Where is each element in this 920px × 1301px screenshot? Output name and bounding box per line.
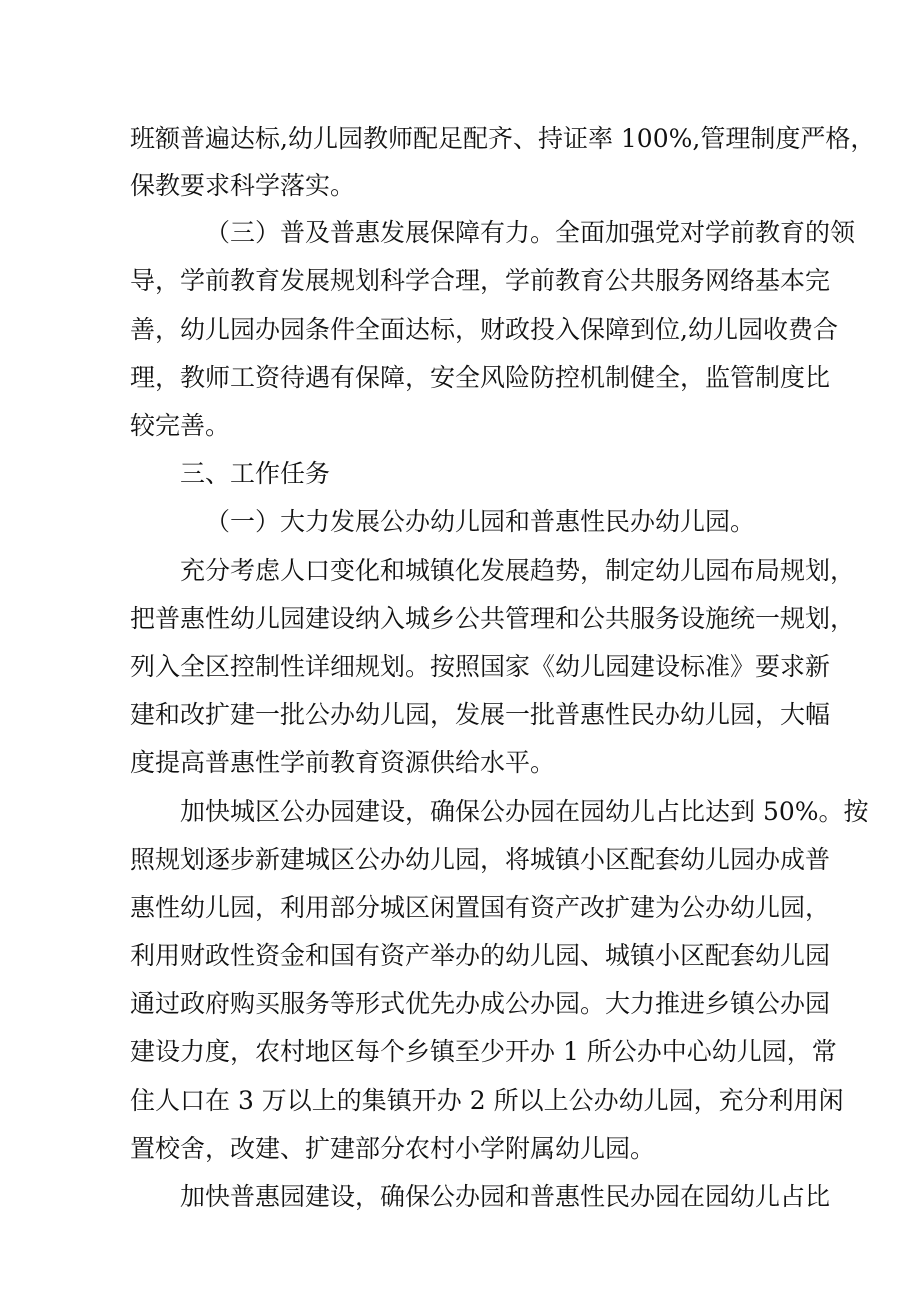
subsection-title: （一）大力发展公办幼儿园和普惠性民办幼儿园。 xyxy=(205,507,756,536)
text-line: 住人口在 3 万以上的集镇开办 2 所以上公办幼儿园，充分利用闲 xyxy=(130,1086,844,1115)
text-line: 加快城区公办园建设，确保公办园在园幼儿占比达到 50%。按 xyxy=(180,797,869,826)
text-line: 较完善。 xyxy=(130,411,231,440)
text-line: 照规划逐步新建城区公办幼儿园，将城镇小区配套幼儿园办成普 xyxy=(130,845,831,874)
text-line: 导，学前教育发展规划科学合理，学前教育公共服务网络基本完 xyxy=(130,266,831,295)
text-line: 理，教师工资待遇有保障，安全风险防控机制健全，监管制度比 xyxy=(130,363,831,392)
text-line: 加快普惠园建设，确保公办园和普惠性民办园在园幼儿占比 xyxy=(180,1182,831,1211)
text-line: 惠性幼儿园，利用部分城区闲置国有资产改扩建为公办幼儿园， xyxy=(130,893,831,922)
text-line: 把普惠性幼儿园建设纳入城乡公共管理和公共服务设施统一规划， xyxy=(130,604,856,633)
text-line: 善，幼儿园办园条件全面达标，财政投入保障到位,幼儿园收费合 xyxy=(130,315,838,344)
text-line: 建和改扩建一批公办幼儿园，发展一批普惠性民办幼儿园，大幅 xyxy=(130,700,831,729)
text-line: 建设力度，农村地区每个乡镇至少开办 1 所公办中心幼儿园，常 xyxy=(130,1037,837,1066)
text-line: 班额普遍达标,幼儿园教师配足配齐、持证率 100%,管理制度严格， xyxy=(130,124,876,153)
text-line: 保教要求科学落实。 xyxy=(130,171,356,200)
text-line: 置校舍，改建、扩建部分农村小学附属幼儿园。 xyxy=(130,1134,656,1163)
text-line: 列入全区控制性详细规划。按照国家《幼儿园建设标准》要求新 xyxy=(130,652,831,681)
section-heading-paragraph: （三）普及普惠发展保障有力。全面加强党对学前教育的领 xyxy=(205,218,856,247)
text-line: 度提高普惠性学前教育资源供给水平。 xyxy=(130,748,556,777)
section-title: 三、工作任务 xyxy=(180,459,331,488)
text-line: 充分考虑人口变化和城镇化发展趋势，制定幼儿园布局规划， xyxy=(180,556,856,585)
text-line: 通过政府购买服务等形式优先办成公办园。大力推进乡镇公办园 xyxy=(130,989,831,1018)
text-line: 利用财政性资金和国有资产举办的幼儿园、城镇小区配套幼儿园 xyxy=(130,941,831,970)
